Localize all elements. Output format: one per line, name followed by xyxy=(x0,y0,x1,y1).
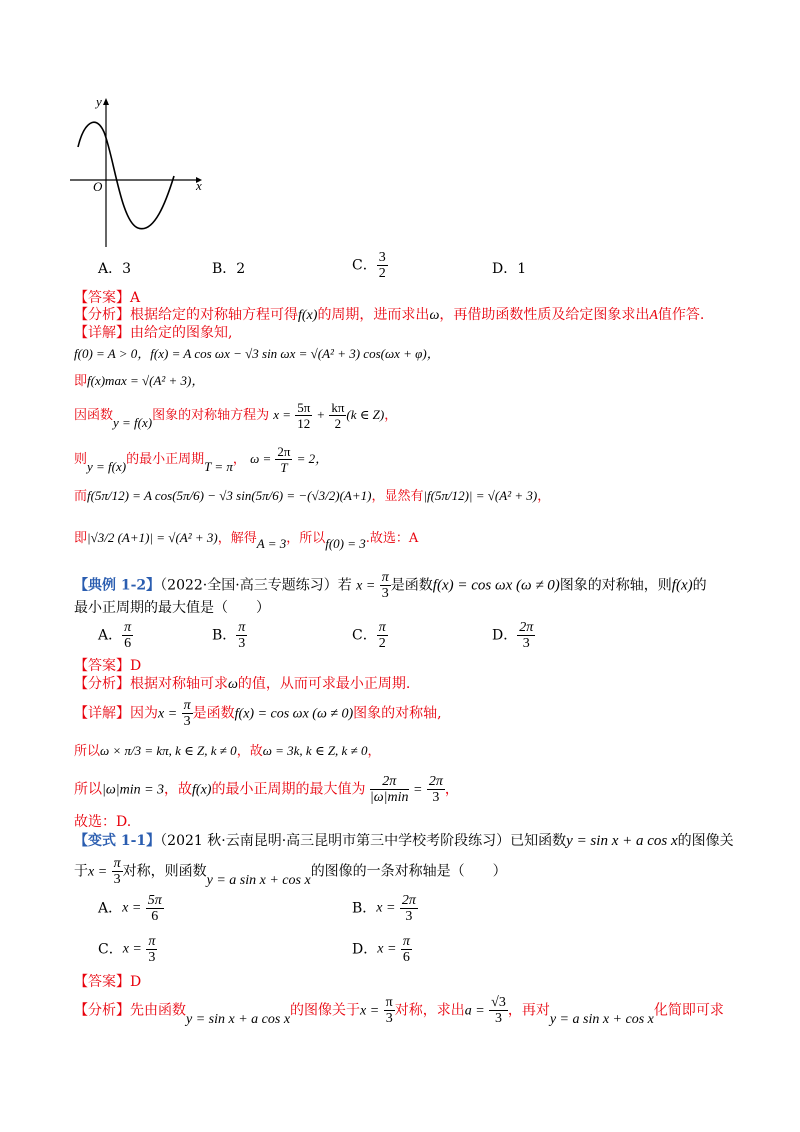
detail-line-2: 即f(x)max = √(A² + 3)， xyxy=(74,373,205,389)
variation-1-1-line-1: 【变式 1-1】（2021 秋·云南昆明·高三昆明市第三中学校考阶段练习）已知函数y = sin x + a cos x的图像关 xyxy=(74,833,734,849)
option-a[interactable]: A．3 xyxy=(98,261,132,277)
ex12-option-b[interactable]: B． $\frac{\pi}{3}$ xyxy=(212,620,246,651)
y-axis-arrow xyxy=(103,98,109,105)
ex12-detail-1: 【详解】因为x = $\frac{\pi}{3}$ 是函数f(x) = cos ωx (ω ≠ 0)图象的对称轴, xyxy=(74,698,442,729)
function-graph xyxy=(66,92,206,252)
origin-label: O xyxy=(93,179,103,194)
curve xyxy=(78,122,174,228)
detail-line-4: 则y = f(x)的最小正周期T = π， ω = $\frac{2\pi}{T}$ = 2， xyxy=(74,444,329,475)
var11-analysis: 【分析】先由函数y = sin x + a cos x的图像关于x = $\frac{\pi}{3}$ 对称，求出a = $\frac{√3}{3}$ ，再对y = a sin x + cos x化简即可求 xyxy=(74,995,724,1027)
ex12-detail-2: 所以ω × π/3 = kπ, k ∈ Z, k ≠ 0，故ω = 3k, k ∈ Z, k ≠ 0， xyxy=(74,743,381,759)
ex12-analysis: 【分析】根据对称轴可求ω的值，从而可求最小正周期. xyxy=(74,676,411,692)
example-1-2-line-2: 最小正周期的最大值是（ ） xyxy=(74,600,270,616)
variation-1-1-line-2: 于x = $\frac{\pi}{3}$ 对称，则函数y = a sin x + cos x的图像的一条对称轴是（ ） xyxy=(74,856,507,888)
option-d[interactable]: D．1 xyxy=(492,261,527,277)
detail-header: 【详解】由给定的图象知, xyxy=(74,325,233,341)
ex12-answer: 【答案】D xyxy=(74,658,142,674)
ex12-detail-3: 所以|ω|min = 3，故f(x)的最小正周期的最大值为 $\frac{2\pi}{|\omega|\min}$ = $\frac{2\pi}{3}$ ， xyxy=(74,774,459,805)
answer-line: 【答案】A xyxy=(74,290,141,306)
y-label: y xyxy=(96,94,102,109)
example-1-2-line-1: 【典例 1-2】（2022·全国·高三专题练习）若 x = $\frac{\pi}{3}$ 是函数f(x) = cos ωx (ω ≠ 0)图象的对称轴，则f(x)的 xyxy=(74,570,707,601)
detail-line-1: f(0) = A > 0，f(x) = A cos ωx − √3 sin ωx = √(A² + 3) cos(ωx + φ)， xyxy=(74,346,440,361)
detail-line-6: 即|√3/2 (A+1)| = √(A² + 3)，解得A = 3，所以f(0) = 3.故选：A xyxy=(74,530,419,551)
ex12-detail-4: 故选：D. xyxy=(74,814,132,830)
ex12-option-d[interactable]: D． $\frac{2\pi}{3}$ xyxy=(492,620,534,651)
option-b[interactable]: B．2 xyxy=(212,261,246,277)
analysis-line: 【分析】根据给定的对称轴方程可得f(x)的周期，进而求出ω，再借助函数性质及给定图象求出A值作答. xyxy=(74,307,705,323)
var11-answer: 【答案】D xyxy=(74,974,142,990)
var11-option-d[interactable]: D．x = $\frac{\pi}{6}$ xyxy=(352,934,410,965)
var11-option-b[interactable]: B．x = $\frac{2\pi}{3}$ xyxy=(352,893,416,924)
var11-option-c[interactable]: C．x = $\frac{\pi}{3}$ xyxy=(98,934,156,965)
var11-option-a[interactable]: A．x = $\frac{5\pi}{6}$ xyxy=(98,893,162,924)
detail-line-5: 而f(5π/12) = A cos(5π/6) − √3 sin(5π/6) = −(√3/2)(A+1)，显然有|f(5π/12)| = √(A² + 3)， xyxy=(74,488,551,504)
ex12-option-a[interactable]: A． $\frac{\pi}{6}$ xyxy=(98,620,132,651)
ex12-option-c[interactable]: C． $\frac{\pi}{2}$ xyxy=(352,620,386,651)
detail-line-3: 因函数y = f(x)图象的对称轴方程为 x = $\frac{5\pi}{12}$ + $\frac{k\pi}{2}$ (k ∈ Z)， xyxy=(74,400,398,431)
x-label: x xyxy=(196,178,202,193)
option-c[interactable]: C． $\frac{3}{2}$ xyxy=(352,250,386,281)
